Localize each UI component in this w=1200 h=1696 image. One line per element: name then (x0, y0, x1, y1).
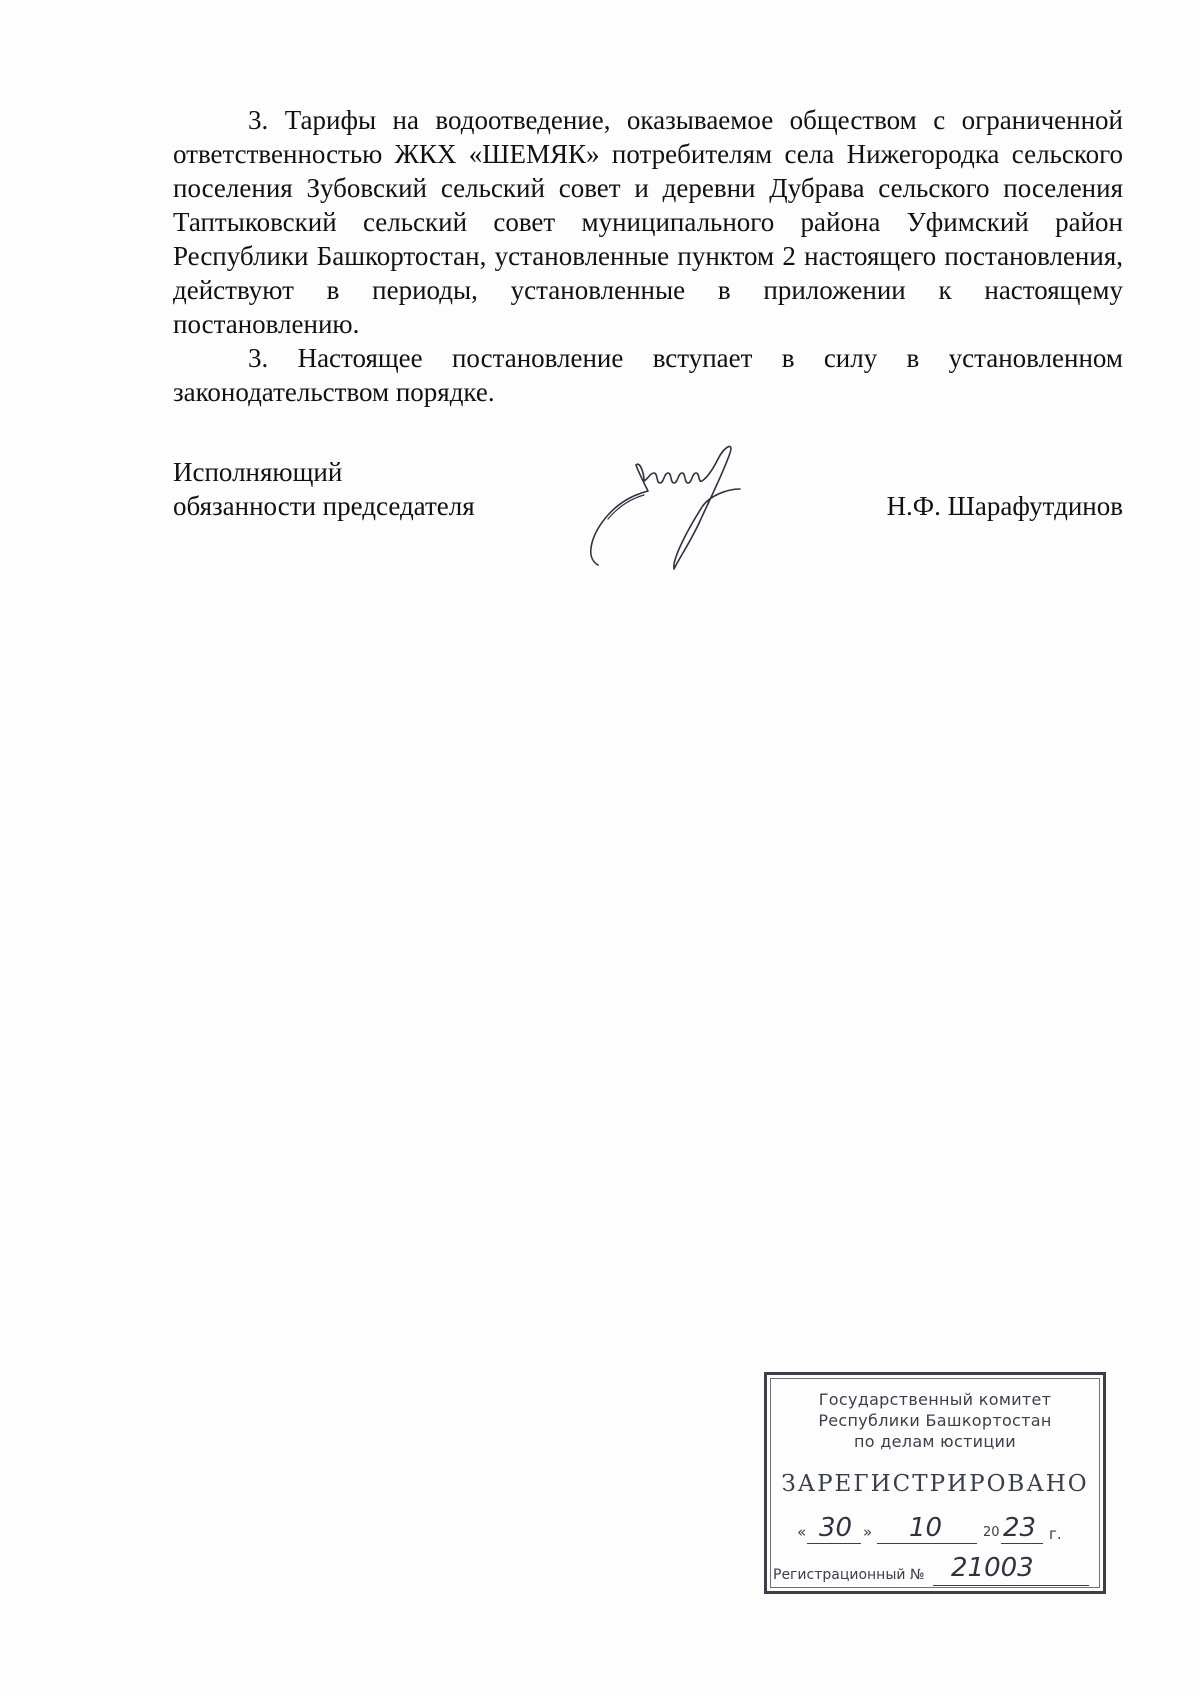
stamp-org-line-2: Республики Башкортостан (818, 1411, 1052, 1430)
registration-stamp (764, 1372, 1106, 1594)
signatory-role (173, 455, 475, 523)
stamp-org-line-3: по делам юстиции (854, 1432, 1016, 1451)
stamp-year-unit: г. (1049, 1525, 1062, 1543)
stamp-year: 23 (1003, 1513, 1037, 1543)
role-line-1: Исполняющий (173, 457, 343, 487)
signature-block (173, 455, 1123, 575)
stamp-day: 30 (819, 1513, 853, 1543)
stamp-quote-open: « (797, 1523, 807, 1541)
signatory-name: Н.Ф. Шарафутдинов (886, 491, 1123, 521)
stamp-day-underline (807, 1543, 861, 1544)
stamp-quote-close: » (863, 1523, 873, 1541)
stamp-month-underline (877, 1543, 977, 1544)
stamp-date-row (797, 1513, 1087, 1547)
paragraph-effective-date: 3. Настоящее постановление вступает в силу в установленном законодательством порядке. (173, 343, 1123, 407)
role-line-2: обязанности председателя (173, 491, 475, 521)
stamp-reg-label: Регистрационный № (773, 1567, 925, 1583)
stamp-reg-underline (933, 1585, 1089, 1586)
stamp-org-line-1: Государственный комитет (818, 1390, 1052, 1409)
stamp-month: 10 (909, 1513, 943, 1543)
stamp-registration-row (773, 1553, 1093, 1589)
handwritten-signature (578, 437, 748, 577)
stamp-organization (767, 1389, 1103, 1452)
paragraph-tariffs: 3. Тарифы на водоотведение, оказываемое обществом с ограниченной ответственностью ЖКХ «ШЕМЯК» потребителям села Нижегородка сельского поселения Зубовский сельский совет и деревни Дубрава сельского поселения Таптыковский сельский совет муниципального района Уфимский район Республики Башкортостан, установленные пунктом 2 настоящего постановления, действуют в периоды, установленные в приложении к настоящему постановлению. (173, 105, 1123, 339)
document-body (173, 103, 1123, 409)
stamp-status: ЗАРЕГИСТРИРОВАНО (781, 1471, 1089, 1497)
stamp-year-prefix: 20 (983, 1525, 1000, 1540)
stamp-reg-number: 21003 (951, 1553, 1034, 1583)
stamp-year-underline (1001, 1543, 1043, 1544)
